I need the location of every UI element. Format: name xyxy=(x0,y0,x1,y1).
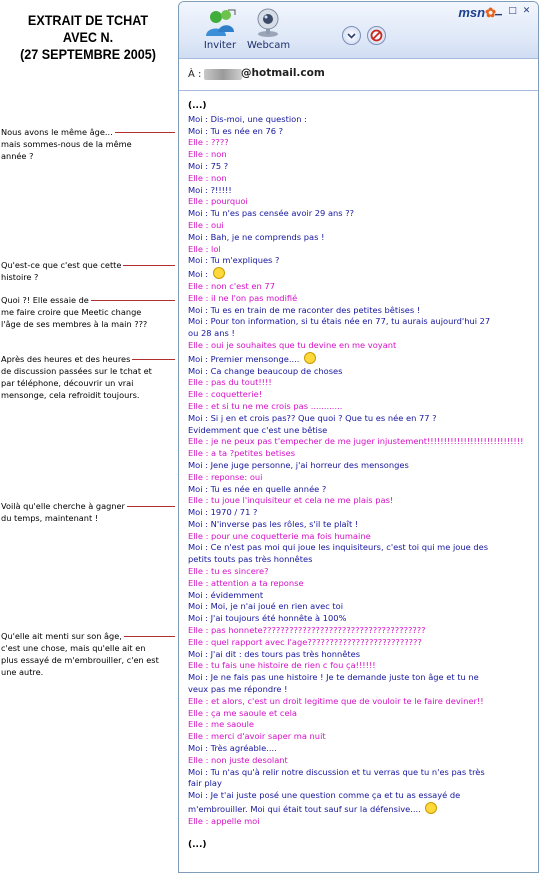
message-text: Moi : Pour ton information, si tu étais née en 77, tu aurais aujourd'hui 27 xyxy=(188,316,491,327)
annotation-line: de discussion passées sur le tchat et xyxy=(1,366,152,376)
ellipsis: (...) xyxy=(188,101,207,111)
chat-message xyxy=(188,460,539,472)
chat-message xyxy=(188,531,539,543)
leader-line xyxy=(132,359,175,360)
message-text: Moi : ?!!!!! xyxy=(188,184,232,195)
chat-message xyxy=(188,267,539,281)
message-text: Moi : 1970 / 71 ? xyxy=(188,507,258,518)
message-text: Elle : quel rapport avec l'age?????????????????????????? xyxy=(188,636,422,647)
leader-line xyxy=(127,506,175,507)
chat-message xyxy=(188,578,539,590)
message-text: Elle : non xyxy=(188,172,227,183)
smiley-emoticon-icon xyxy=(304,352,316,364)
message-text: Elle : oui je souhaites que tu devine en me voyant xyxy=(188,339,397,350)
chat-message xyxy=(188,185,539,197)
message-text: Moi : Si j en et crois pas?? Que quoi ? Que tu es née en 77 ? xyxy=(188,412,437,423)
chat-message xyxy=(188,377,539,389)
message-text: Moi : évidemment xyxy=(188,589,264,600)
chat-message xyxy=(188,161,539,173)
block-button[interactable] xyxy=(367,26,386,45)
ellipsis: (...) xyxy=(188,839,207,850)
chat-message xyxy=(188,802,539,816)
chat-message xyxy=(188,649,539,661)
annotation-line: me faire croire que Meetic change xyxy=(1,307,142,317)
annotation-line: plus essayé de m'embrouiller, c'en est xyxy=(1,655,159,665)
message-text: Evidemment que c'est une bêtise xyxy=(188,424,328,435)
msn-logo xyxy=(458,5,496,21)
annotation xyxy=(1,259,175,283)
chat-message xyxy=(188,637,539,649)
annotation-line: Qu'elle ait menti sur son âge, xyxy=(1,631,122,641)
chat-message xyxy=(188,672,539,684)
message-text: Moi : Ca change beaucoup de choses xyxy=(188,365,343,376)
message-text: Elle : appelle moi xyxy=(188,815,260,826)
message-text: Moi : Tu n'as qu'à relir notre discussion et tu verras que tu n'es pas très xyxy=(188,766,485,777)
butterfly-icon: ✿ xyxy=(485,5,496,20)
chat-message xyxy=(188,484,539,496)
redacted-address xyxy=(204,69,242,80)
message-text: Elle : oui xyxy=(188,219,224,230)
block-icon xyxy=(368,27,385,44)
webcam-button[interactable] xyxy=(247,8,289,51)
message-text: Moi : xyxy=(188,269,211,280)
chat-message xyxy=(188,790,539,802)
message-text: Elle : non c'est en 77 xyxy=(188,280,275,291)
chat-message xyxy=(188,507,539,519)
message-text: Elle : et si tu ne me crois pas ............ xyxy=(188,400,343,411)
chat-message xyxy=(188,137,539,149)
message-text: ou 28 ans ! xyxy=(188,328,235,339)
chat-message xyxy=(188,366,539,378)
message-text: Elle : pas honnete????????????????????????????????????? xyxy=(188,625,426,636)
message-text: Elle : non juste desolant xyxy=(188,754,288,765)
message-text: Elle : a ta ?petites betises xyxy=(188,448,296,459)
annotation xyxy=(1,294,175,330)
message-text: Moi : Moi, je n'ai joué en rien avec toi xyxy=(188,601,344,612)
message-text: Moi : Bah, je ne comprends pas ! xyxy=(188,231,325,242)
message-text: Moi : Tu es née en 76 ? xyxy=(188,125,284,136)
message-text: Moi : Tu es en train de me raconter des petites bêtises ! xyxy=(188,304,421,315)
annotation-line: mais sommes-nous de la même xyxy=(1,139,132,149)
chat-message xyxy=(188,495,539,507)
title-line: (27 SEPTEMBRE 2005) xyxy=(20,46,156,62)
message-text: Moi : N'inverse pas les rôles, s'il te plaît ! xyxy=(188,518,359,529)
message-text: Moi : Dis-moi, une question : xyxy=(188,113,307,124)
chat-message xyxy=(188,208,539,220)
chat-message xyxy=(188,220,539,232)
title-line: AVEC N. xyxy=(62,29,114,45)
message-text: Moi : Je ne fais pas une histoire ! Je te demande juste ton âge et tu ne xyxy=(188,672,479,683)
chat-message xyxy=(188,328,539,340)
message-text: Moi : Tu m'expliques ? xyxy=(188,255,280,266)
invite-button[interactable] xyxy=(199,8,241,51)
chat-message xyxy=(188,305,539,317)
chat-message xyxy=(188,554,539,566)
message-text: Moi : Ce n'est pas moi qui joue les inquisiteurs, c'est toi qui me joue des xyxy=(188,542,489,553)
recipient-email: @hotmail.com xyxy=(241,67,325,79)
annotation-line: par téléphone, découvrir un vrai xyxy=(1,378,134,388)
message-text: m'embrouiller. Moi qui était tout sauf sur la défensive.... xyxy=(188,804,424,815)
message-text: Elle : ???? xyxy=(188,137,229,148)
close-button[interactable]: ✕ xyxy=(522,6,531,16)
annotation xyxy=(1,126,175,162)
msn-chat-window xyxy=(178,1,539,873)
message-text: Moi : Tu es née en quelle année ? xyxy=(188,483,327,494)
message-text: Elle : ça me saoule et cela xyxy=(188,707,297,718)
chat-message xyxy=(188,149,539,161)
annotation-line: histoire ? xyxy=(1,272,39,282)
chat-message xyxy=(188,255,539,267)
chat-message xyxy=(188,696,539,708)
message-text: Elle : attention a ta reponse xyxy=(188,577,304,588)
chat-message xyxy=(188,316,539,328)
annotation-line: Quoi ?! Elle essaie de xyxy=(1,295,89,305)
chat-message xyxy=(188,743,539,755)
message-text: Elle : tu es sincere? xyxy=(188,566,269,577)
invite-contacts-icon xyxy=(204,8,236,38)
message-text: Elle : pas du tout!!!! xyxy=(188,377,272,388)
recipient-label: À : xyxy=(188,69,202,80)
chat-message xyxy=(188,352,539,366)
leader-line xyxy=(123,265,175,266)
chat-message xyxy=(188,731,539,743)
chat-message xyxy=(188,566,539,578)
title-line: EXTRAIT DE TCHAT xyxy=(27,12,149,28)
annotation-line: Qu'est-ce que c'est que cette xyxy=(1,260,122,270)
message-text: Elle : non xyxy=(188,149,227,160)
chat-message xyxy=(188,778,539,790)
message-text: Moi : Très agréable.... xyxy=(188,743,277,754)
leader-line xyxy=(91,300,175,301)
chat-message xyxy=(188,126,539,138)
chat-message xyxy=(188,196,539,208)
message-text: Elle : tu joue l'inquisiteur et cela ne me plais pas! xyxy=(188,495,394,506)
chat-message xyxy=(188,684,539,696)
message-text: Elle : il ne l'on pas modifié xyxy=(188,292,298,303)
minimize-button[interactable]: ▁ xyxy=(495,6,502,16)
brand-text: msn xyxy=(458,5,486,20)
chat-message xyxy=(188,425,539,437)
chat-message xyxy=(188,542,539,554)
more-options-button[interactable] xyxy=(342,26,361,45)
smiley-emoticon-icon xyxy=(213,267,225,279)
message-text: Elle : je ne peux pas t'empecher de me juger injustement!!!!!!!!!!!!!!!!!!!!!!!!!!!!! xyxy=(188,436,524,447)
chat-message xyxy=(188,340,539,352)
chat-message xyxy=(188,816,539,828)
chat-message xyxy=(188,660,539,672)
webcam-label: Webcam xyxy=(247,40,291,51)
chat-message xyxy=(188,601,539,613)
chat-message xyxy=(188,448,539,460)
annotation xyxy=(1,630,175,678)
message-text: Moi : 75 ? xyxy=(188,160,229,171)
message-text: fair play xyxy=(188,778,222,789)
page-title xyxy=(11,12,166,63)
annotation-line: une autre. xyxy=(1,667,44,677)
message-list xyxy=(188,114,539,828)
webcam-icon xyxy=(252,8,284,38)
chat-message xyxy=(188,767,539,779)
chat-message xyxy=(188,114,539,126)
invite-label: Inviter xyxy=(203,40,237,51)
chat-message xyxy=(188,755,539,767)
message-text: Moi : J'ai toujours été honnête à 100% xyxy=(188,613,347,624)
message-text: Elle : reponse: oui xyxy=(188,471,263,482)
chat-message xyxy=(188,401,539,413)
annotation-line: l'âge de ses membres à la main ??? xyxy=(1,319,148,329)
recipient-bar xyxy=(179,59,538,91)
chat-message xyxy=(188,625,539,637)
chat-message xyxy=(188,436,539,448)
message-text: Elle : et alors, c'est un droit legitime que de vouloir te le faire deviner!! xyxy=(188,695,484,706)
message-text: Elle : coquetterie! xyxy=(188,389,263,400)
chat-message xyxy=(188,389,539,401)
message-text: veux pas me répondre ! xyxy=(188,684,288,695)
maximize-button[interactable]: □ xyxy=(508,6,517,16)
chat-message xyxy=(188,173,539,185)
chat-message xyxy=(188,413,539,425)
chat-message xyxy=(188,519,539,531)
message-text: Moi : Jene juge personne, j'ai horreur des mensonges xyxy=(188,459,409,470)
chat-message xyxy=(188,232,539,244)
message-text: petits touts pas très honnêtes xyxy=(188,554,313,565)
chat-message xyxy=(188,281,539,293)
smiley-emoticon-icon xyxy=(425,802,437,814)
chat-message xyxy=(188,293,539,305)
chat-message xyxy=(188,244,539,256)
chat-message xyxy=(188,590,539,602)
annotation-line: mensonge, cela refroidit toujours. xyxy=(1,390,140,400)
annotation xyxy=(1,353,175,401)
message-text: Moi : J'ai dit : des tours pas très honnêtes xyxy=(188,648,361,659)
leader-line xyxy=(124,636,175,637)
message-text: Moi : Je t'ai juste posé une question comme ça et tu as essayé de xyxy=(188,790,461,801)
message-text: Elle : merci d'avoir saper ma nuit xyxy=(188,731,326,742)
message-text: Elle : tu fais une histoire de rien c fou ça!!!!!! xyxy=(188,660,376,671)
chat-message xyxy=(188,472,539,484)
annotation-line: année ? xyxy=(1,151,34,161)
message-text: Elle : pourquoi xyxy=(188,196,248,207)
annotation-line: c'est une chose, mais qu'elle ait en xyxy=(1,643,146,653)
chat-transcript xyxy=(188,101,539,851)
annotation xyxy=(1,500,175,524)
message-text: Elle : me saoule xyxy=(188,719,255,730)
chat-message xyxy=(188,719,539,731)
message-text: Moi : Tu n'es pas censée avoir 29 ans ?? xyxy=(188,208,355,219)
chat-message xyxy=(188,708,539,720)
chat-message xyxy=(188,613,539,625)
annotation-line: Voilà qu'elle cherche à gagner xyxy=(1,501,125,511)
annotation-line: Nous avons le même âge... xyxy=(1,127,113,137)
annotation-line: Après des heures et des heures xyxy=(1,354,131,364)
message-text: Moi : Premier mensonge.... xyxy=(188,353,303,364)
toolbar xyxy=(179,2,538,59)
message-text: Elle : pour une coquetterie ma fois humaine xyxy=(188,530,371,541)
message-text: Elle : lol xyxy=(188,243,221,254)
annotation-line: du temps, maintenant ! xyxy=(1,513,99,523)
leader-line xyxy=(115,132,175,133)
chevron-down-icon xyxy=(343,27,360,44)
